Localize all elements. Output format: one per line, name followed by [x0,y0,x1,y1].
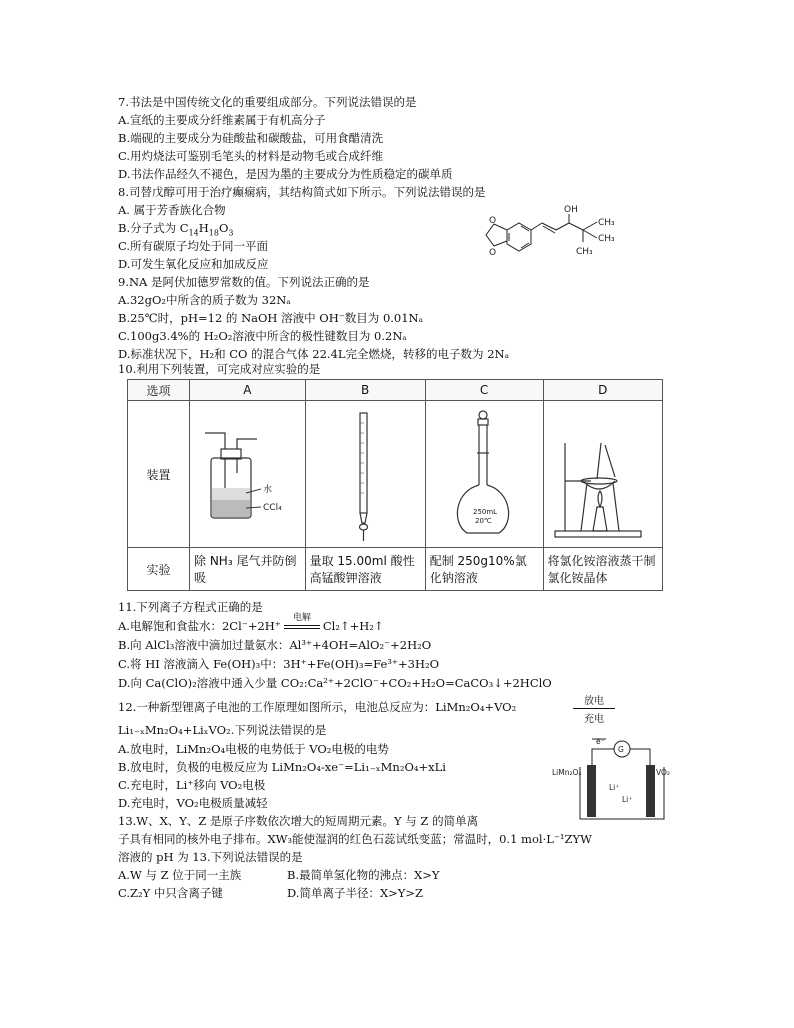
q12-stem-2: Li₁₋ₓMn₂O₄+LiₓVO₂.下列说法错误的是 [118,723,327,737]
q8-ring-o2: O [489,248,497,258]
q11-option-d: D.向 Ca(ClO)₂溶液中通入少量 CO₂:Ca²⁺+2ClO⁻+CO₂+H₂O=CaCO₃↓+2HClO [118,676,552,690]
q9-option-a: A.32gO₂中所含的质子数为 32Nₐ [118,293,291,307]
q10-exp-a: 除 NH₃ 尾气并防倒吸 [190,548,306,591]
q12-arrow-discharge: 放电 [584,696,604,707]
q13-stem-2: 子具有相同的核外电子排布。XW₃能使湿润的红色石蕊试纸变蓝；常温时，0.1 mol·L⁻¹ZYW [118,832,592,846]
label-ccl4: CCl₄ [263,502,282,513]
q9-option-d: D.标准状况下，H₂和 CO 的混合气体 22.4L完全燃烧，转移的电子数为 2Nₐ [118,347,510,361]
q8-option-c: C.所有碳原子均处于同一平面 [118,239,269,253]
q12-option-b: B.放电时，负极的电极反应为 LiMn₂O₄-xe⁻=Li₁₋ₓMn₂O₄+xLi [118,760,446,774]
q9-option-b: B.25℃时，pH=12 的 NaOH 溶液中 OH⁻数目为 0.01Nₐ [118,311,424,325]
q10-header-option: 选项 [128,380,190,401]
q10-header-b: B [305,380,425,401]
q7-option-c: C.用灼烧法可鉴别毛笔头的材料是动物毛或合成纤维 [118,149,384,163]
q9-stem: 9.NA 是阿伏加德罗常数的值。下列说法正确的是 [118,275,370,289]
q7-option-d: D.书法作品经久不褪色，是因为墨的主要成分为性质稳定的碳单质 [118,167,453,181]
q7-option-a: A.宣纸的主要成分纤维素属于有机高分子 [118,113,326,127]
q8-option-a: A. 属于芳香族化合物 [118,203,226,217]
q10-header-c: C [425,380,543,401]
q11-electrolysis-condition: 电解 [292,613,311,623]
evaporation-setup-icon [545,403,657,543]
q10-device-c [425,401,543,548]
q13-stem-3: 溶液的 pH 为 13.下列说法错误的是 [118,850,303,864]
q12-battery-diagram [552,735,672,823]
q12-galvanometer-label: G [618,745,624,754]
gas-washing-bottle-icon [191,403,303,543]
q8-ch3-label-2: CH₃ [598,234,615,244]
q12-arrow-charge: 充电 [584,714,604,725]
q10-device-d [543,401,663,548]
q13-option-c: C.Z₂Y 中只含离子键 [118,886,223,900]
q12-option-d: D.充电时，VO₂电极质量减轻 [118,796,268,810]
q10-header-a: A [190,380,306,401]
q8-stem: 8.司替戊醇可用于治疗癫痫病，其结构简式如下所示。下列说法错误的是 [118,185,486,199]
q12-option-c: C.充电时，Li⁺移向 VO₂电极 [118,778,266,792]
q13-option-d: D.简单离子半径：X>Y>Z [287,886,424,900]
q12-electron-label: e⁻ [596,737,605,746]
q12-left-electrode-label: LiMn₂O₄ [552,768,582,777]
q10-exp-c: 配制 250g10%氯化钠溶液 [425,548,543,591]
q11-stem: 11.下列离子方程式正确的是 [118,600,263,614]
q10-device-a [190,401,306,548]
q10-table [127,379,663,591]
q7-stem: 7.书法是中国传统文化的重要组成部分。下列说法错误的是 [118,95,417,109]
q10-exp-b: 量取 15.00ml 酸性高锰酸钾溶液 [305,548,425,591]
q10-row-device: 装置 [128,401,190,548]
q12-reversible-arrow [573,692,615,725]
q12-option-a: A.放电时，LiMn₂O₄电极的电势低于 VO₂电极的电势 [118,742,389,756]
q10-header-d: D [543,380,663,401]
q8-option-b: B.分子式为 $C_{14}H_{18}O_3$ [118,221,234,238]
q10-stem: 10.利用下列装置，可完成对应实验的是 [118,362,321,376]
q12-stem: 12.一种新型锂离子电池的工作原理如图所示，电池总反应为：LiMn₂O₄+VO₂ [118,700,517,714]
q11-option-b: B.向 AlCl₃溶液中滴加过量氨水：Al³⁺+4OH=AlO₂⁻+2H₂O [118,638,432,652]
q13-stem: 13.W、X、Y、Z 是原子序数依次增大的短周期元素。Y 与 Z 的简单离 [118,814,479,828]
burette-icon [307,403,419,543]
q7-option-b: B.端砚的主要成分为硅酸盐和碳酸盐，可用食醋清洗 [118,131,384,145]
q8-ch3-label-1: CH₃ [598,218,615,228]
q9-option-c: C.100g3.4%的 H₂O₂溶液中所含的极性键数目为 0.2Nₐ [118,329,407,343]
q8-ring-o1: O [489,216,497,226]
q10-device-b [305,401,425,548]
label-20c: 20℃ [474,516,492,525]
label-250ml: 250mL [472,507,497,516]
q11-option-a: A.电解饱和食盐水：2Cl⁻+2H⁺ 电解 Cl₂↑+H₂↑ [118,613,384,633]
q13-option-b: B.最简单氢化物的沸点：X>Y [287,868,440,882]
q8-structure-diagram [476,202,636,272]
q12-right-electrode-label: VO₂ [656,768,670,777]
q10-exp-d: 将氯化铵溶液蒸干制氯化铵晶体 [543,548,663,591]
q8-option-d: D.可发生氧化反应和加成反应 [118,257,269,271]
label-water: 水 [263,484,273,495]
q10-row-experiment: 实验 [128,548,190,591]
q8-ch3-label-3: CH₃ [576,247,593,257]
q8-oh-label: OH [564,205,578,215]
volumetric-flask-icon [427,403,539,543]
q12-li-ion-2: Li⁺ [622,795,633,804]
q12-li-ion-1: Li⁺ [609,783,620,792]
q11-option-c: C.将 HI 溶液滴入 Fe(OH)₃中：3H⁺+Fe(OH)₃=Fe³⁺+3H₂O [118,657,440,671]
q13-option-a: A.W 与 Z 位于同一主族 [118,868,242,882]
